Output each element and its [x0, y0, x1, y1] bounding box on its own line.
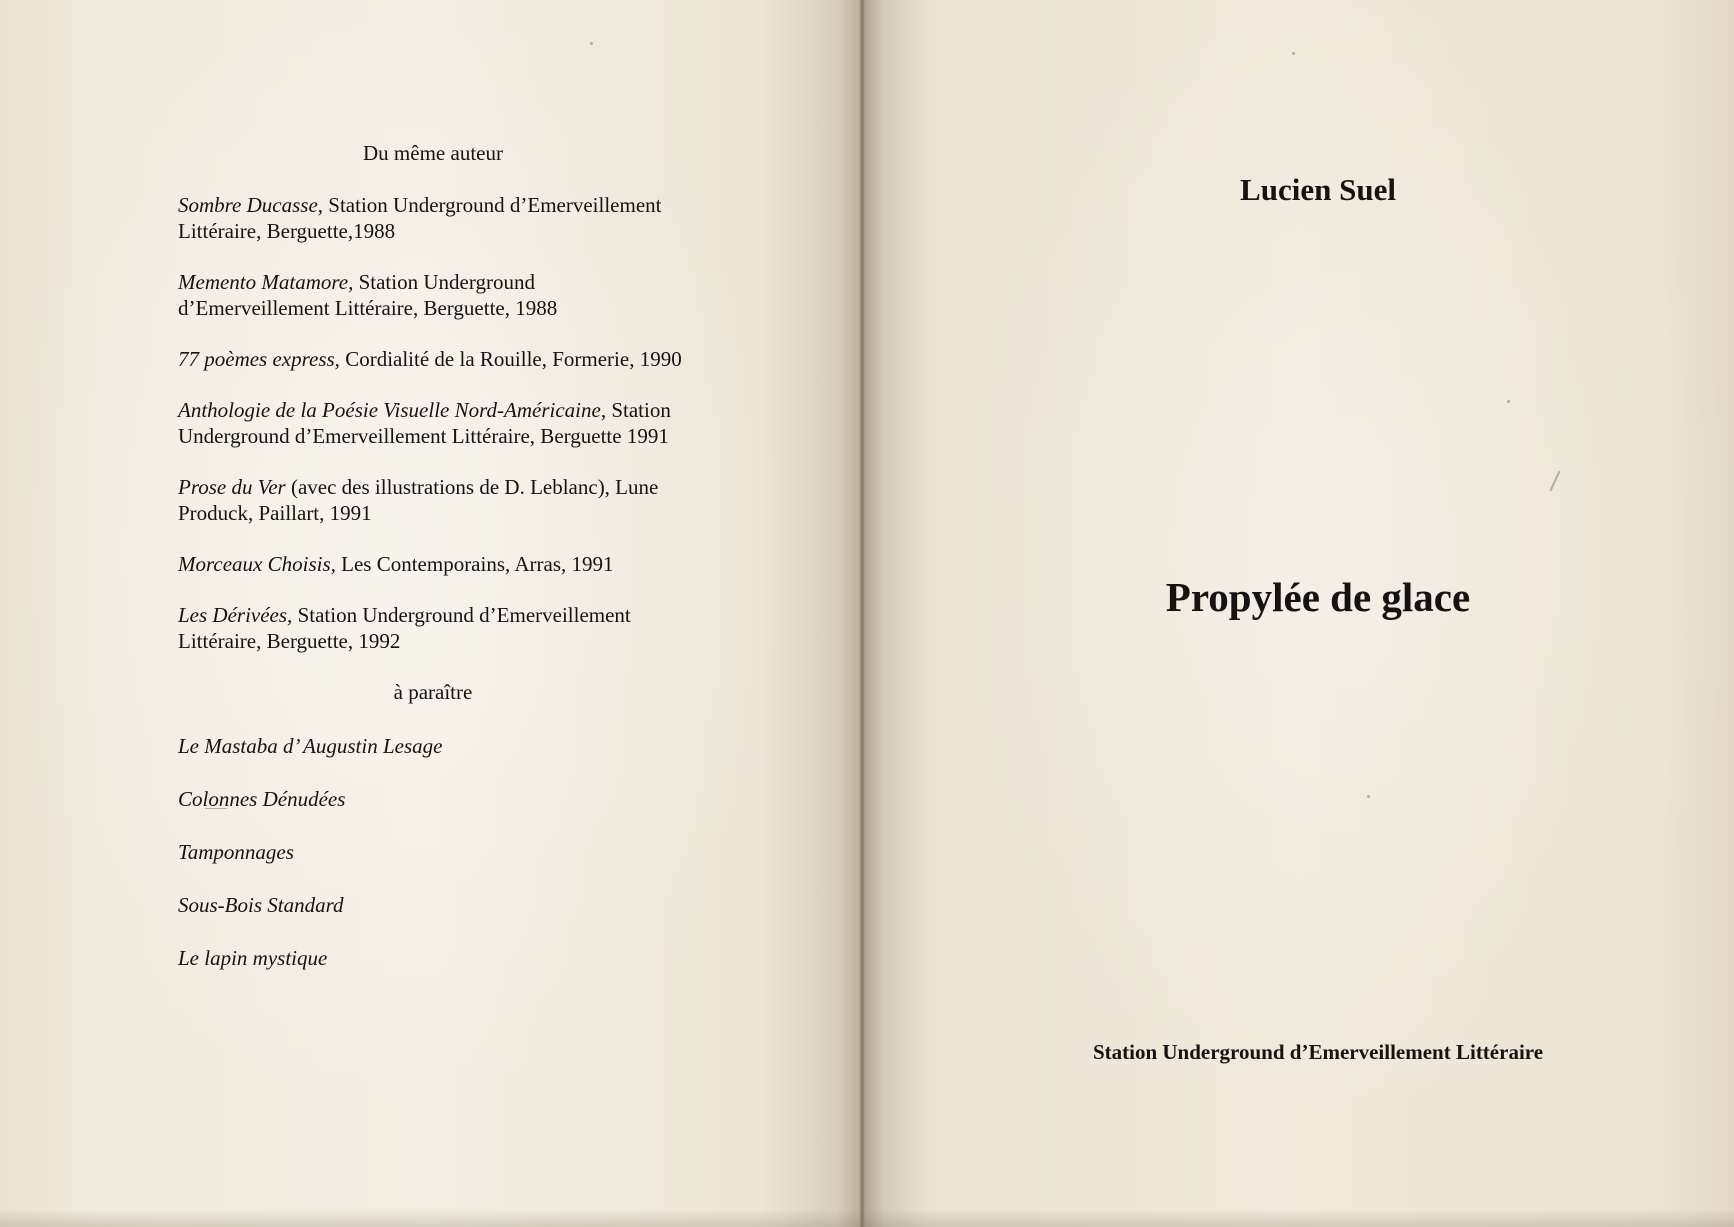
work-entry [178, 602, 688, 654]
paper-speck [590, 42, 593, 45]
work-title: Morceaux Choisis, [178, 552, 336, 576]
upcoming-title: Le lapin mystique [178, 946, 328, 970]
work-details: , Station Underground d’Emerveillement Littéraire, Berguette,1988 [178, 193, 662, 243]
upcoming-title: Le Mastaba d’ Augustin Lesage [178, 734, 443, 758]
work-details: Station Underground d’Emerveillement Littéraire, Berguette, 1988 [178, 270, 558, 320]
work-entry [178, 474, 688, 526]
paper-speck [205, 808, 227, 809]
work-entry [178, 269, 688, 321]
upcoming-heading: à paraître [393, 680, 473, 704]
left-page [0, 0, 862, 1227]
upcoming-title: Colonnes Dénudées [178, 787, 346, 811]
author-name: Lucien Suel [1240, 172, 1396, 207]
work-entry [178, 192, 688, 244]
upcoming-title: Tamponnages [178, 840, 294, 864]
right-page [862, 0, 1734, 1227]
book-title: Propylée de glace [1165, 574, 1471, 620]
upcoming-title: Sous-Bois Standard [178, 893, 344, 917]
work-entry [178, 397, 688, 449]
work-title: Sombre Ducasse [178, 193, 318, 217]
work-entry [178, 551, 688, 577]
book-gutter [859, 0, 865, 1227]
page-edge-shadow [0, 1209, 1734, 1227]
paper-speck [1292, 52, 1295, 55]
bibliography-heading: Du même auteur [363, 141, 503, 165]
work-entry [178, 346, 688, 372]
work-details: (avec des illustrations de D. Leblanc), Lune Produck, Paillart, 1991 [178, 475, 659, 525]
paper-speck [1507, 400, 1510, 403]
work-details: Cordialité de la Rouille, Formerie, 1990 [339, 347, 682, 371]
work-title: Prose du Ver [178, 475, 286, 499]
paper-speck [1367, 795, 1370, 798]
work-title: Anthologie de la Poésie Visuelle Nord-Américaine [178, 398, 601, 422]
work-title: 77 poèmes express, [178, 347, 340, 371]
work-title: Les Dérivées, [178, 603, 293, 627]
work-details: , Station Underground d’Emerveillement Littéraire, Berguette 1991 [178, 398, 671, 448]
paper-speck [1549, 471, 1560, 492]
publisher-name: Station Underground d’Emerveillement Littéraire [1092, 1040, 1544, 1064]
work-title: Memento Matamore, [178, 270, 354, 294]
bibliography [178, 140, 688, 998]
work-details: Les Contemporains, Arras, 1991 [335, 552, 614, 576]
work-details: Station Underground d’Emerveillement Littéraire, Berguette, 1992 [178, 603, 631, 653]
